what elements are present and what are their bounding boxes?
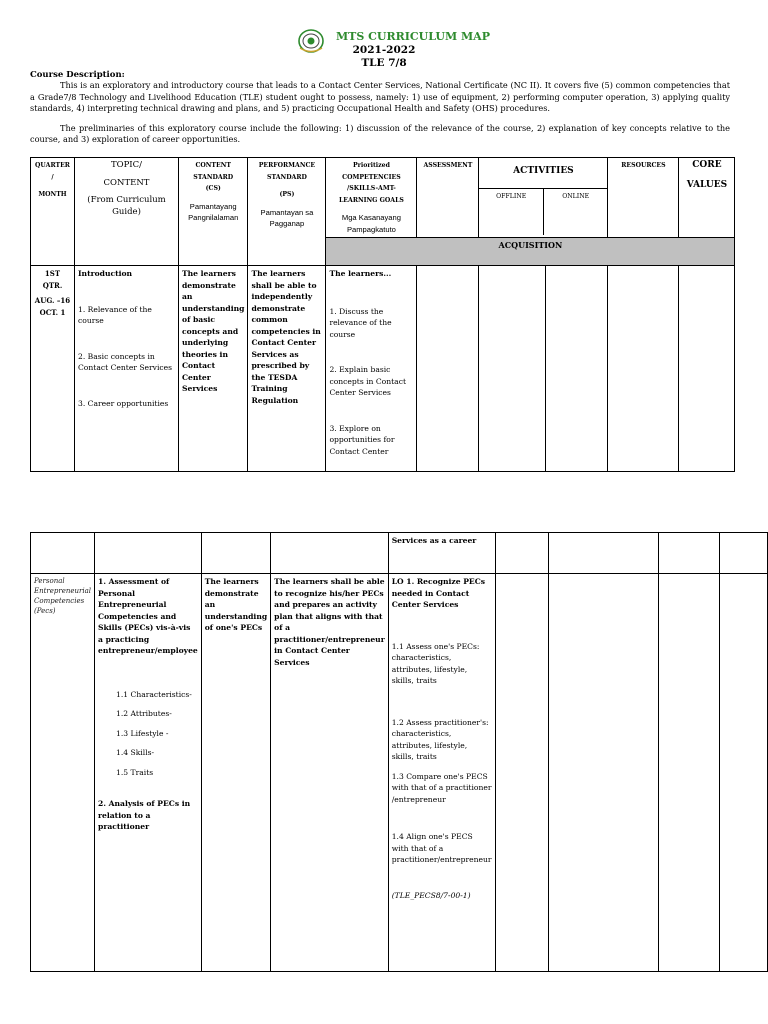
row1-online bbox=[546, 266, 608, 472]
row2-performance-standard bbox=[271, 533, 389, 574]
school-year: 2021-2022 bbox=[352, 44, 416, 56]
row3-performance-standard: The learners shall be able to recognize his/her PECs and prepares an activity plan that aligns with that of a practitioner/entrepreneur in Contact Center Services bbox=[271, 574, 389, 972]
curriculum-table-2 bbox=[30, 532, 768, 972]
header-online: ONLINE bbox=[562, 193, 590, 200]
row2-competency-continuation: Services as a career bbox=[388, 533, 495, 574]
row1-content-standard: The learners demonstrate an understanding of basic concepts and underlying theories in Contact Center Services bbox=[179, 266, 248, 472]
row2-assessment bbox=[495, 533, 548, 574]
course-description-text: This is an exploratory and introductory course that leads to a Contact Center Services, National Certificate (NC II). It covers five (5) common competencies that a Grade7/8 Technology and Livelihood Education (TLE) student ought to possess, namely: 1) use of equipment, 2) performing computer operation, 3) applying quality standards, 4) interpreting technical drawing and plans, and 5) practicing Occupational Health and Safety (OHS) procedures. bbox=[30, 80, 730, 113]
row3-core-values bbox=[719, 574, 767, 972]
acquisition-bar: ACQUISITION bbox=[326, 238, 735, 266]
header-offline: OFFLINE bbox=[479, 189, 544, 235]
header-resources: RESOURCES bbox=[608, 158, 679, 238]
row2-topic bbox=[95, 533, 202, 574]
row3-assessment bbox=[495, 574, 548, 972]
header-activities: ACTIVITIES OFFLINE ONLINE bbox=[479, 158, 608, 238]
subject-title: TLE 7/8 bbox=[361, 57, 407, 69]
header-content-standard: CONTENT STANDARD (CS) Pamantayang Pangnilalaman bbox=[179, 158, 248, 266]
row3-competencies: LO 1. Recognize PECs needed in Contact Center Services 1.1 Assess one's PECs: characteristics, attributes, lifestyle, skills, traits 1.2 Assess practitioner's: characteristics, attributes, lifestyle, skills, traits 1.3 Compare one's PECS with that of a practitioner /entrepreneur 1.4 Align one's PECS with that of a practitioner/entrepreneur (TLE_PECS8/7-00-1) bbox=[388, 574, 495, 972]
competency-code: (TLE_PECS8/7-00-1) bbox=[391, 890, 471, 900]
row1-resources bbox=[608, 266, 679, 472]
curriculum-table-1 bbox=[30, 157, 735, 472]
row1-competencies: The learners... 1. Discuss the relevance of the course 2. Explain basic concepts in Contact Center Services 3. Explore on opportunities for Contact Center bbox=[326, 266, 417, 472]
row1-offline bbox=[479, 266, 546, 472]
row1-assessment bbox=[417, 266, 479, 472]
row2-content-standard bbox=[201, 533, 270, 574]
row1-topic: Introduction 1. Relevance of the course 2. Basic concepts in Contact Center Services 3. Career opportunities bbox=[75, 266, 179, 472]
course-description-label: Course Description: bbox=[30, 70, 125, 80]
row1-quarter: 1ST QTR. AUG. –16 OCT. 1 bbox=[31, 266, 75, 472]
header-performance-standard: PERFORMANCE STANDARD (PS) Pamantayan sa Pagganap bbox=[248, 158, 326, 266]
map-title: MTS CURRICULUM MAP bbox=[336, 30, 490, 43]
row2-core-values bbox=[719, 533, 767, 574]
header-assessment: ASSESSMENT bbox=[417, 158, 479, 238]
header-prioritized-competencies: Prioritized COMPETENCIES /SKILLS-AMT-LEARNING GOALS Mga Kasanayang Pampagkatuto bbox=[326, 158, 417, 238]
row1-core-values bbox=[679, 266, 735, 472]
row3-content-standard: The learners demonstrate an understanding of one's PECs bbox=[201, 574, 270, 972]
row2-quarter bbox=[31, 533, 95, 574]
row2-resources bbox=[658, 533, 719, 574]
header-topic-content: TOPIC/ CONTENT (From Curriculum Guide) bbox=[75, 158, 179, 266]
preliminaries-text: The preliminaries of this exploratory course include the following: 1) discussion of the relevance of the course, 2) explanation of key concepts relative to the course, and 3) exploration of career opportunities. bbox=[30, 123, 730, 144]
row3-topic: 1. Assessment of Personal Entrepreneurial Competencies and Skills (PECs) vis-à-vis a practicing entrepreneur/employee 1.1 Characteristics- 1.2 Attributes- 1.3 Lifestyle - 1.4 Skills- 1.5 Traits 2. Analysis of PECs in relation to a practitioner bbox=[95, 574, 202, 972]
row3-activities bbox=[548, 574, 658, 972]
row1-performance-standard: The learners shall be able to independently demonstrate common competencies in Contact Center Services as prescribed by the TESDA Training Regulation bbox=[248, 266, 326, 472]
row3-quarter: Personal Entrepreneurial Competencies (Pecs) bbox=[31, 574, 95, 972]
header-quarter-month: QUARTER / MONTH bbox=[31, 158, 75, 266]
row3-resources bbox=[658, 574, 719, 972]
header-core-values: CORE VALUES bbox=[679, 158, 735, 238]
row2-activities bbox=[548, 533, 658, 574]
